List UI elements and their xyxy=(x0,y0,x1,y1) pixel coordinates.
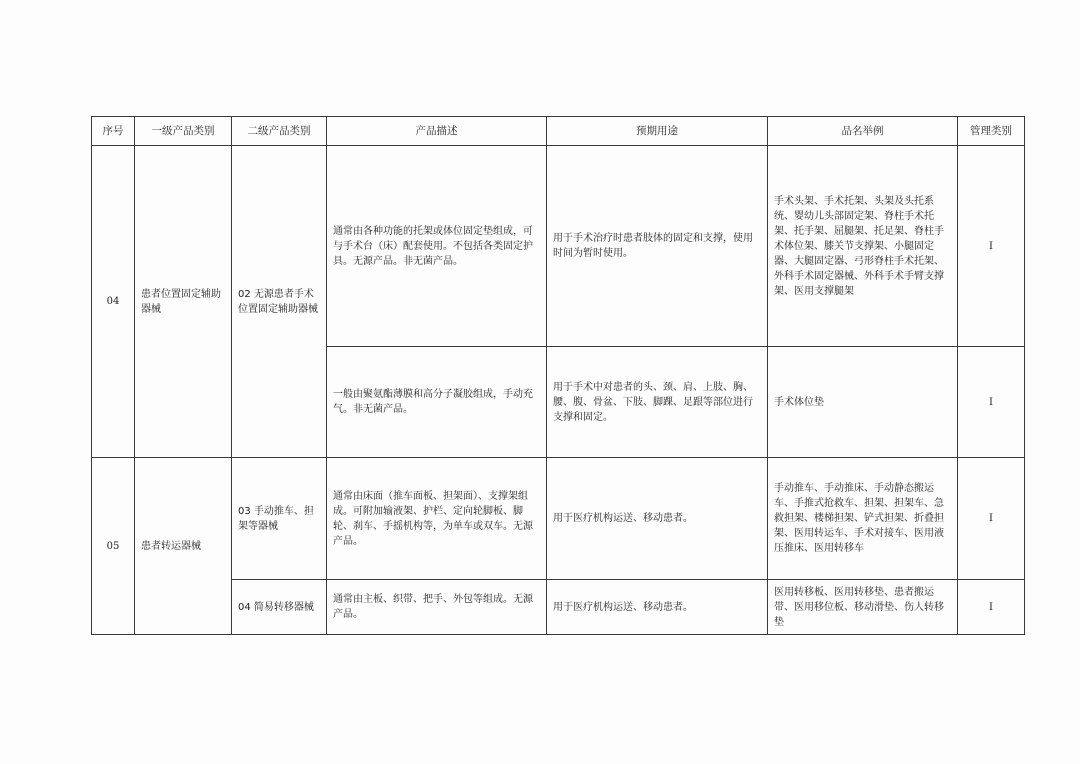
examples-cell: 手动推车、手动推床、手动静态搬运车、手推式抢救车、担架、担架车、急救担架、楼梯担架、铲式担架、折叠担架、医用转运车、手术对接车、医用液压推床、医用转移车 xyxy=(768,458,958,580)
management-class-cell: I xyxy=(958,580,1025,635)
header-management-class: 管理类别 xyxy=(958,117,1025,146)
description-cell: 通常由各种功能的托架或体位固定垫组成，可与手术台（床）配套使用。不包括各类固定护具。无源产品。非无菌产品。 xyxy=(327,146,547,347)
header-no: 序号 xyxy=(92,117,135,146)
category-2-cell: 03 手动推车、担架等器械 xyxy=(232,458,327,580)
table-row xyxy=(92,146,1025,347)
examples-cell: 手术体位垫 xyxy=(768,347,958,458)
intended-use-cell: 用于手术治疗时患者肢体的固定和支撑，使用时间为暂时使用。 xyxy=(547,146,768,347)
table-row xyxy=(92,458,1025,580)
header-description: 产品描述 xyxy=(327,117,547,146)
intended-use-cell: 用于医疗机构运送、移动患者。 xyxy=(547,580,768,635)
header-intended-use: 预期用途 xyxy=(547,117,768,146)
category-2-cell: 02 无源患者手术位置固定辅助器械 xyxy=(232,146,327,458)
management-class-cell: I xyxy=(958,146,1025,347)
category-1-cell: 患者转运器械 xyxy=(135,458,232,635)
management-class-cell: I xyxy=(958,347,1025,458)
examples-cell: 医用转移板、医用转移垫、患者搬运带、医用移位板、移动滑垫、伤人转移垫 xyxy=(768,580,958,635)
description-cell: 通常由主板、织带、把手、外包等组成。无源产品。 xyxy=(327,580,547,635)
description-cell: 通常由床面（推车面板、担架面）、支撑架组成。可附加输液架、护栏、定向轮脚板、脚轮、刹车、手摇机构等，为单车或双车。无源产品。 xyxy=(327,458,547,580)
header-category-1: 一级产品类别 xyxy=(135,117,232,146)
table-row xyxy=(92,580,1025,635)
row-number: 05 xyxy=(92,458,135,635)
row-number: 04 xyxy=(92,146,135,458)
examples-cell: 手术头架、手术托架、头架及头托系统、婴幼儿头部固定架、脊柱手术托架、托手架、屈腿架、托足架、脊柱手术体位架、膝关节支撑架、小腿固定器、大腿固定器、弓形脊柱手术托架、外科手术固定器械、外科手术手臂支撑架、医用支撑腿架 xyxy=(768,146,958,347)
intended-use-cell: 用于手术中对患者的头、颈、肩、上肢、胸、腰、腹、骨盆、下肢、脚踝、足跟等部位进行支撑和固定。 xyxy=(547,347,768,458)
product-classification-table xyxy=(91,116,1025,635)
management-class-cell: I xyxy=(958,458,1025,580)
header-examples: 品名举例 xyxy=(768,117,958,146)
table-header-row xyxy=(92,117,1025,146)
header-category-2: 二级产品类别 xyxy=(232,117,327,146)
description-cell: 一般由聚氨酯薄膜和高分子凝胶组成，手动充气。非无菌产品。 xyxy=(327,347,547,458)
category-2-cell: 04 简易转移器械 xyxy=(232,580,327,635)
intended-use-cell: 用于医疗机构运送、移动患者。 xyxy=(547,458,768,580)
category-1-cell: 患者位置固定辅助器械 xyxy=(135,146,232,458)
